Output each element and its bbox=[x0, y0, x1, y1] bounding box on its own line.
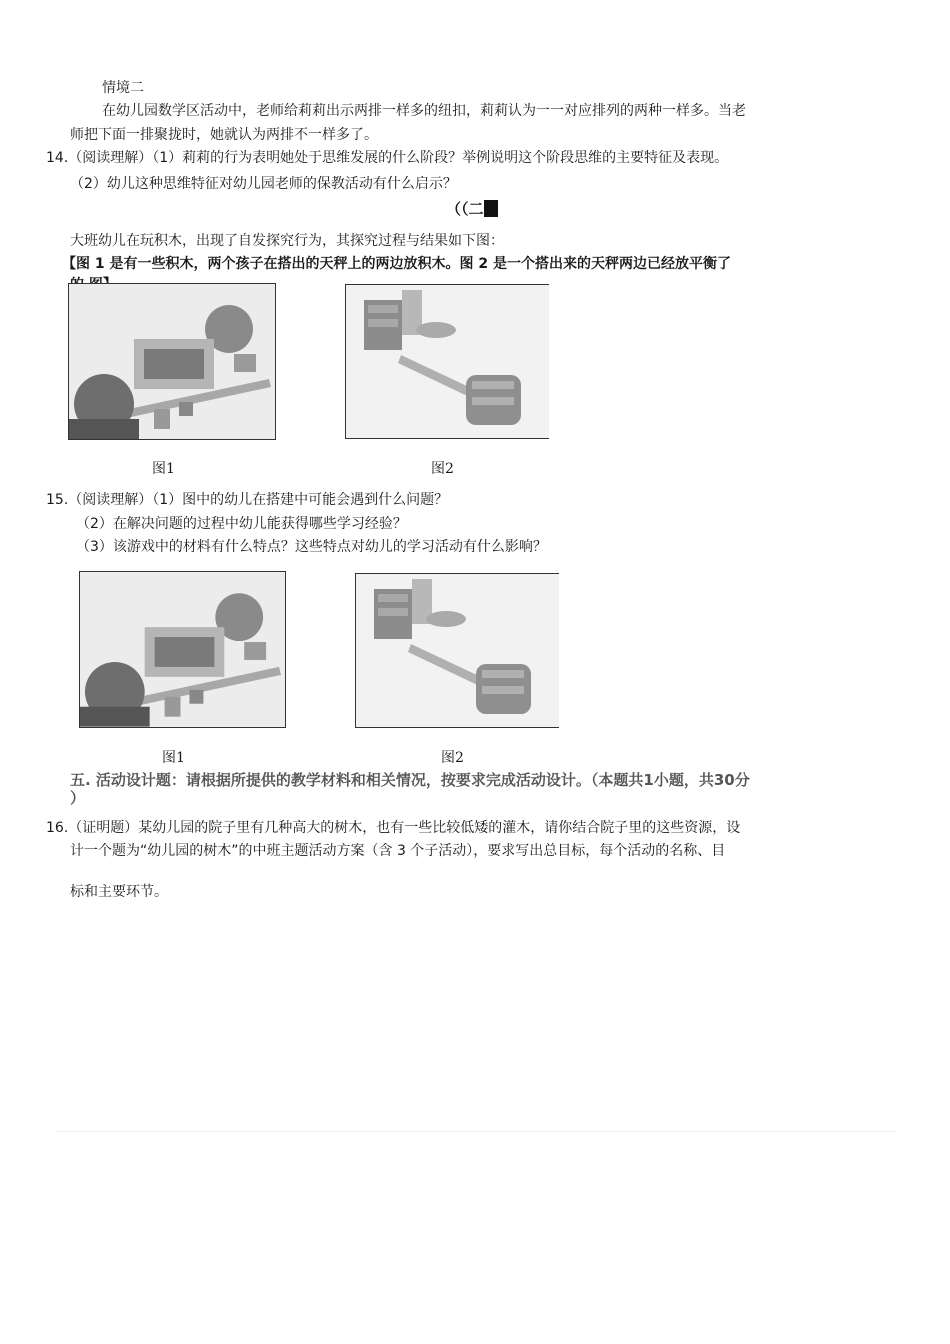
question-16: 16.（证明题）某幼儿园的院子里有几种高大的树木，也有一些比较低矮的灌木，请你结合院子里的这些资源，设 bbox=[46, 820, 741, 836]
question-16-text: 标和主要环节。 bbox=[70, 884, 168, 900]
scenario-title: 情境二 bbox=[102, 80, 144, 96]
figure-1-photo bbox=[79, 571, 286, 728]
question-15-part3: （3）该游戏中的材料有什么特点？这些特点对幼儿的学习活动有什么影响？ bbox=[76, 539, 547, 555]
question-14-part2: （2）幼儿这种思维特征对幼儿园老师的保教活动有什么启示？ bbox=[70, 176, 457, 192]
balanced-scale-image bbox=[356, 574, 559, 727]
blocks-children-image bbox=[69, 284, 275, 439]
redaction-block bbox=[484, 200, 498, 217]
scenario-text: 在幼儿园数学区活动中，老师给莉莉出示两排一样多的纽扣，莉莉认为一一对应排列的两种一样多。当老 bbox=[102, 103, 746, 119]
section-5-heading-cont: ） bbox=[70, 789, 86, 807]
figure-1-photo bbox=[68, 283, 276, 440]
part-marker bbox=[446, 199, 498, 219]
balanced-scale-image bbox=[346, 285, 549, 438]
figure-note: 【图 1 是有一些积木，两个孩子在搭出的天秤上的两边放积木。图 2 是一个搭出来的天秤两边已经放平衡了 bbox=[62, 256, 731, 272]
question-14: 14.（阅读理解）（1）莉莉的行为表明她处于思维发展的什么阶段？举例说明这个阶段思维的主要特征及表现。 bbox=[46, 150, 729, 166]
section-5-heading: 五. 活动设计题：请根据所提供的教学材料和相关情况，按要求完成活动设计。（本题共1小题，共30分 bbox=[70, 771, 750, 789]
figure-1-caption: 图1 bbox=[162, 750, 185, 766]
page-divider bbox=[55, 1131, 895, 1132]
question-15: 15.（阅读理解）（1）图中的幼儿在搭建中可能会遇到什么问题？ bbox=[46, 492, 449, 508]
scenario-text: 师把下面一排聚拢时，她就认为两排不一样多了。 bbox=[70, 127, 378, 143]
question-16-text: 计一个题为“幼儿园的树木”的中班主题活动方案（含 3 个子活动），要求写出总目标，每个活动的名称、目 bbox=[70, 843, 726, 859]
part-marker-text: （（二 bbox=[446, 200, 484, 218]
blocks-children-image bbox=[80, 572, 285, 727]
figure-1-caption: 图1 bbox=[152, 461, 175, 477]
figure-2-photo bbox=[355, 573, 559, 728]
figure-2-caption: 图2 bbox=[441, 750, 464, 766]
figure-2-caption: 图2 bbox=[431, 461, 454, 477]
figure-2-photo bbox=[345, 284, 549, 439]
scenario-intro: 大班幼儿在玩积木，出现了自发探究行为，其探究过程与结果如下图： bbox=[70, 233, 504, 249]
question-15-part2: （2）在解决问题的过程中幼儿能获得哪些学习经验？ bbox=[76, 516, 407, 532]
